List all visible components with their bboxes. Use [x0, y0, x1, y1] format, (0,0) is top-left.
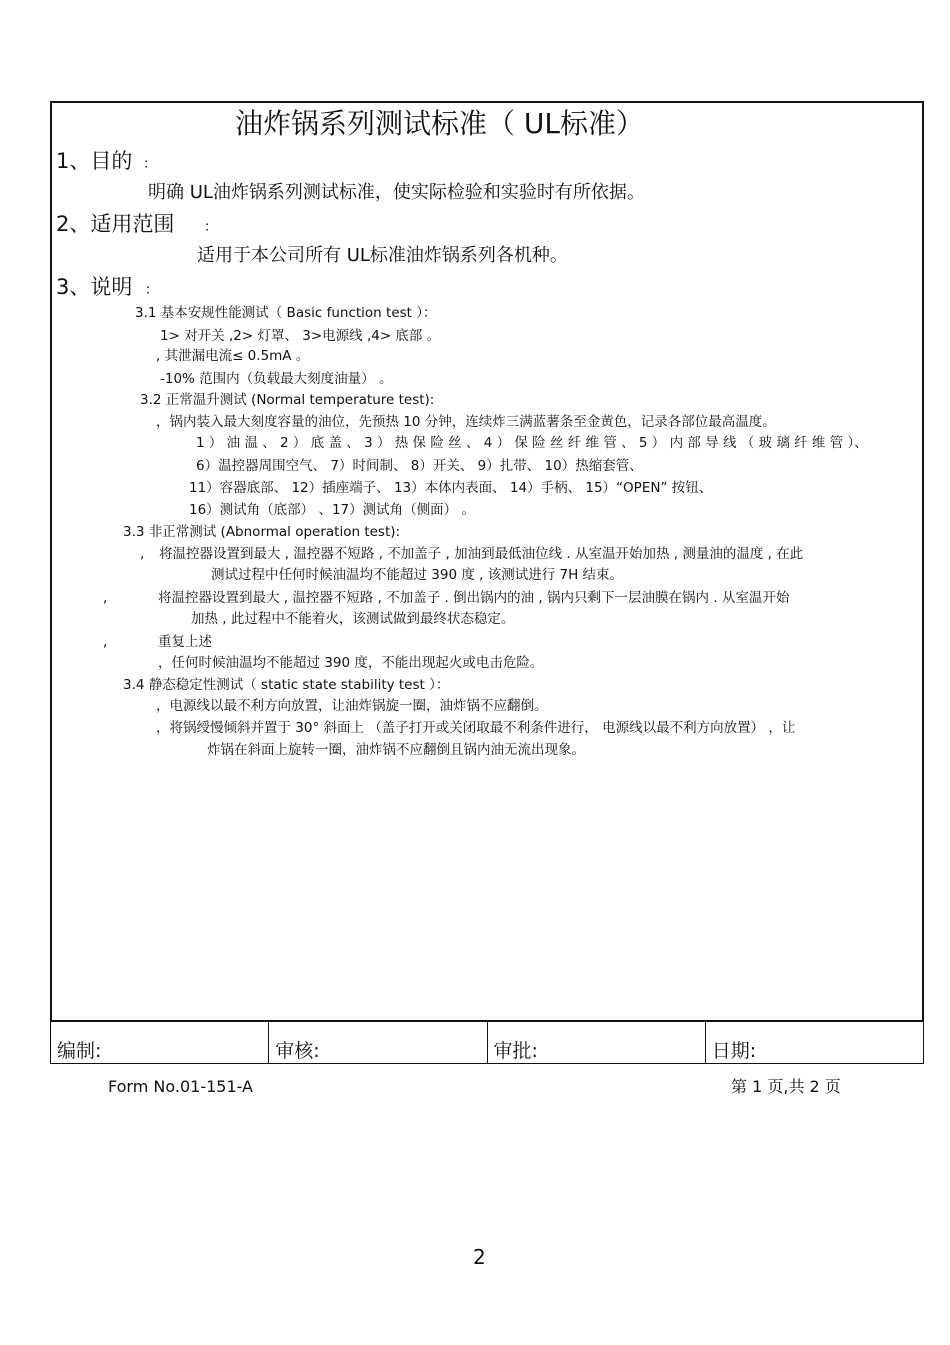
page-info: 第 1 页,共 2 页	[731, 1077, 841, 1096]
text-line: ，电源线以最不利方向放置，让油炸锅旋一圈，油炸锅不应翻倒。	[156, 698, 548, 714]
page-number: 2	[473, 1245, 486, 1269]
text-line: , 其泄漏电流≤ 0.5mA 。	[156, 348, 310, 364]
section-3-heading: 3、说明	[56, 275, 133, 299]
section-3-colon: ：	[145, 282, 159, 298]
text-line-prefix: ,	[103, 590, 108, 606]
text-line: -10% 范围内（负载最大刻度油量） 。	[160, 371, 393, 387]
text-line: ，任何时候油温均不能超过 390 度，不能出现起火或电击危险。	[158, 655, 544, 671]
signature-row	[50, 1022, 924, 1064]
section-2-text: 适用于本公司所有 UL标准油炸锅系列各机种。	[197, 245, 568, 266]
section-3-2-heading: 3.2 正常温升测试 (Normal temperature test):	[140, 392, 435, 408]
section-1-text: 明确 UL油炸锅系列测试标准，使实际检验和实验时有所依据。	[148, 182, 645, 203]
text-line: 16）测试角（底部） 、17）测试角（侧面） 。	[189, 502, 475, 518]
document-title: 油炸锅系列测试标准（ UL标准）	[235, 107, 644, 140]
text-line: 1 ） 油 温 、 2 ） 底 盖 、 3 ） 热 保 险 丝 、 4 ） 保 险 丝 纤 维 管 、 5 ） 内 部 导 线 （ 玻 璃 纤 维 管 ）、	[196, 435, 868, 451]
date-field: 日期:	[711, 1040, 757, 1062]
text-line: 1> 对开关 ,2> 灯罩、 3>电源线 ,4> 底部 。	[160, 328, 441, 344]
text-line: 测试过程中任何时候油温均不能超过 390 度 , 该测试进行 7H 结束。	[211, 567, 624, 583]
section-3-1-heading: 3.1 基本安规性能测试（ Basic function test ）：	[135, 305, 437, 321]
section-3-3-heading: 3.3 非正常测试 (Abnormal operation test):	[123, 524, 401, 540]
text-line-prefix: ,	[103, 634, 108, 650]
approved-by-field: 审批:	[488, 1022, 706, 1063]
text-line: 重复上述	[158, 634, 212, 650]
text-line: 将温控器设置到最大 , 温控器不短路 , 不加盖子 , 加油到最低油位线 . 从室温开始加热 , 测量油的温度 , 在此	[159, 546, 804, 562]
section-2-heading: 2、适用范围	[56, 212, 175, 236]
section-2-colon: ：	[204, 219, 218, 235]
text-line: ，将锅绶慢倾斜并置于 30° 斜面上 （盖子打开或关闭取最不利条件进行， 电源线以最不利方向放置） ，让	[156, 720, 796, 736]
text-line: ，锅内装入最大刻度容量的油位，先预热 10 分钟，连续炸三满蓝薯条至金黄色，记录各部位最高温度。	[156, 414, 776, 430]
text-line: 炸锅在斜面上旋转一圈，油炸锅不应翻倒且锅内油无流出现象。	[207, 742, 585, 758]
text-line: 加热 , 此过程中不能着火，该测试做到最终状态稳定。	[191, 611, 515, 627]
reviewed-by-field: 审核:	[269, 1022, 487, 1063]
form-number: Form No.01-151-A	[108, 1077, 253, 1096]
text-line: 将温控器设置到最大 , 温控器不短路 , 不加盖子 . 倒出锅内的油 , 锅内只剩下一层油膜在锅内 . 从室温开始	[158, 590, 790, 606]
text-line: 11）容器底部、 12）插座端子、 13）本体内表面、 14）手柄、 15）“OPEN” 按钮、	[189, 480, 713, 496]
section-1-colon: ：	[143, 156, 157, 172]
section-1-heading: 1、目的	[56, 149, 133, 173]
section-3-4-heading: 3.4 静态稳定性测试（ static state stability test ）：	[123, 677, 450, 693]
prepared-by-field: 编制:	[51, 1022, 269, 1063]
text-line: 6）温控器周围空气、 7）时间制、 8）开关、 9）扎带、 10）热缩套管、	[196, 458, 643, 474]
text-line-prefix: ,	[140, 546, 145, 562]
